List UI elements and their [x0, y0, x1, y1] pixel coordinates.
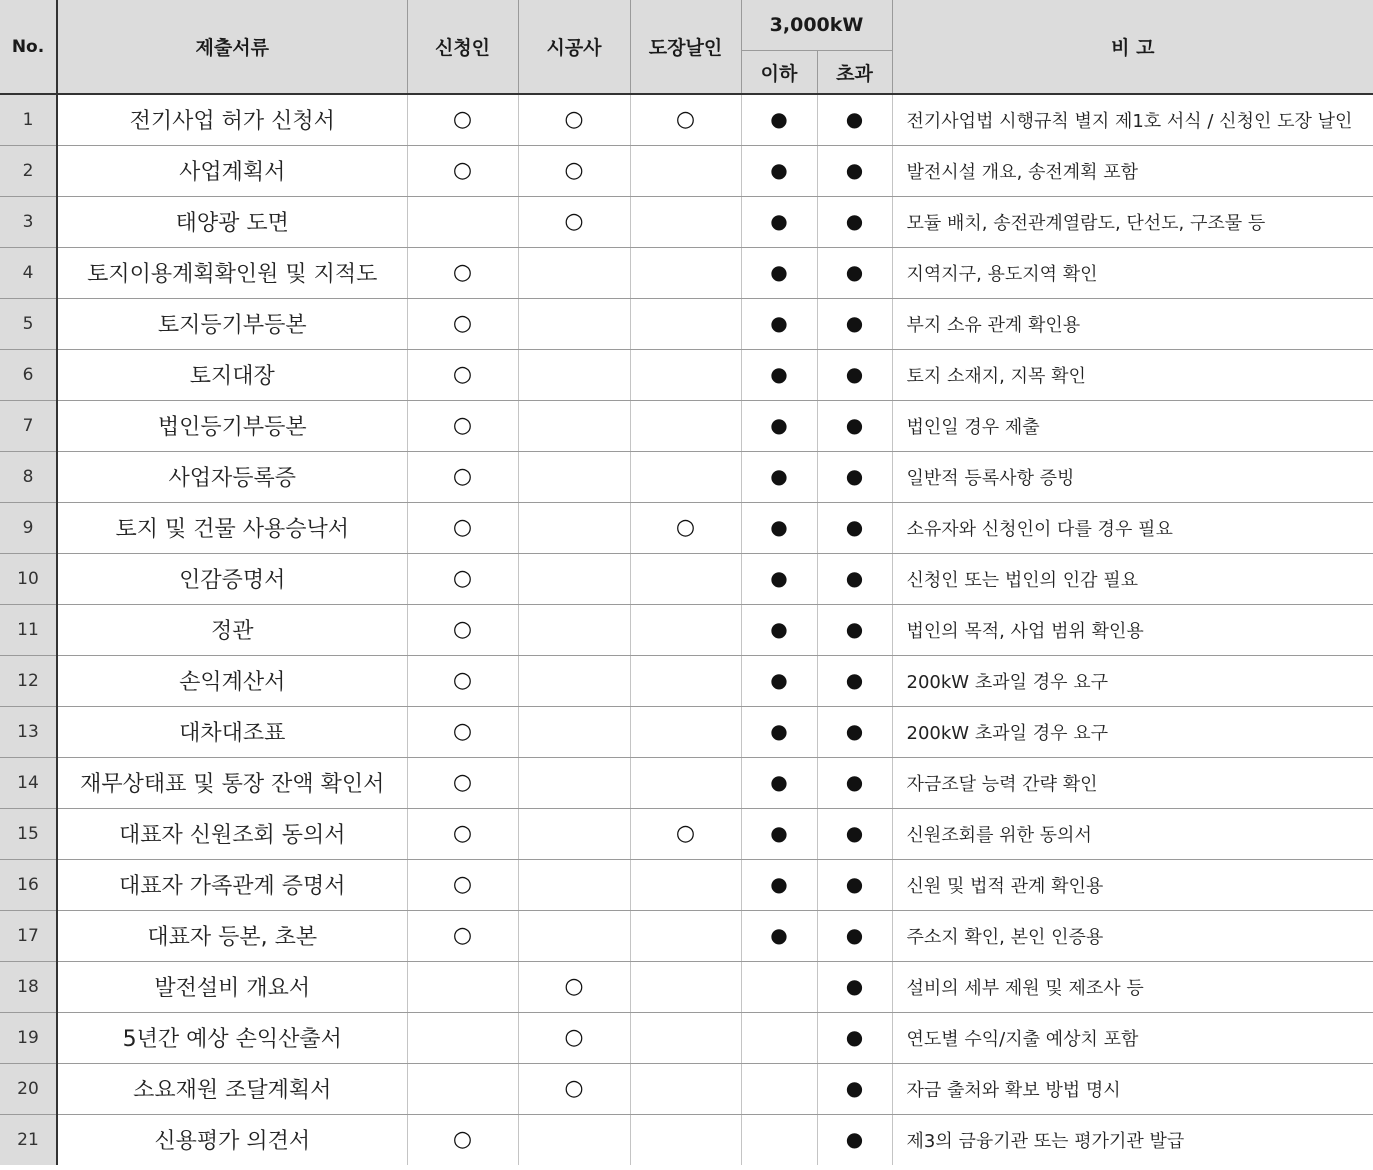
below-3000kw-mark	[741, 757, 817, 808]
below-3000kw-mark	[741, 655, 817, 706]
filled-circle-mark: ●	[770, 260, 788, 284]
document-name: 대표자 신원조회 동의서	[57, 808, 407, 859]
document-name: 법인등기부등본	[57, 400, 407, 451]
above-3000kw-mark	[817, 349, 892, 400]
open-circle-mark: ○	[452, 157, 473, 183]
applicant-mark	[407, 145, 518, 196]
filled-circle-mark: ●	[770, 923, 788, 947]
seal-mark	[630, 553, 741, 604]
note-text: 토지 소재지, 지목 확인	[892, 349, 1373, 400]
document-name: 소요재원 조달계획서	[57, 1063, 407, 1114]
open-circle-mark: ○	[564, 1075, 584, 1101]
header-above: 초과	[817, 51, 892, 95]
note-text: 전기사업법 시행규칙 별지 제1호 서식 / 신청인 도장 날인	[892, 94, 1373, 145]
header-note: 비 고	[892, 0, 1373, 94]
document-name: 대표자 등본, 초본	[57, 910, 407, 961]
seal-mark	[630, 298, 741, 349]
open-circle-mark: ○	[452, 769, 473, 795]
below-3000kw-mark	[741, 808, 817, 859]
row-number: 15	[0, 808, 57, 859]
filled-circle-mark: ●	[845, 923, 864, 947]
applicant-mark	[407, 94, 518, 145]
contractor-mark	[518, 298, 630, 349]
row-number: 1	[0, 94, 57, 145]
table-row	[0, 145, 1373, 196]
table-header	[0, 0, 1373, 94]
applicant-mark	[407, 961, 518, 1012]
seal-mark	[630, 655, 741, 706]
contractor-mark	[518, 1012, 630, 1063]
open-circle-mark: ○	[675, 820, 696, 846]
row-number: 10	[0, 553, 57, 604]
contractor-mark	[518, 145, 630, 196]
above-3000kw-mark	[817, 553, 892, 604]
above-3000kw-mark	[817, 451, 892, 502]
open-circle-mark: ○	[452, 1126, 473, 1152]
above-3000kw-mark	[817, 757, 892, 808]
table-row	[0, 808, 1373, 859]
filled-circle-mark: ●	[770, 107, 788, 132]
filled-circle-mark: ●	[770, 158, 788, 182]
open-circle-mark: ○	[452, 106, 473, 132]
seal-mark	[630, 604, 741, 655]
note-text: 법인일 경우 제출	[892, 400, 1373, 451]
table-row	[0, 1012, 1373, 1063]
note-text: 자금조달 능력 간략 확인	[892, 757, 1373, 808]
applicant-mark	[407, 1012, 518, 1063]
note-text: 200kW 초과일 경우 요구	[892, 706, 1373, 757]
open-circle-mark: ○	[564, 208, 584, 234]
seal-mark	[630, 1012, 741, 1063]
applicant-mark	[407, 1063, 518, 1114]
above-3000kw-mark	[817, 1063, 892, 1114]
contractor-mark	[518, 757, 630, 808]
filled-circle-mark: ●	[845, 362, 864, 386]
row-number: 14	[0, 757, 57, 808]
below-3000kw-mark	[741, 94, 817, 145]
contractor-mark	[518, 349, 630, 400]
applicant-mark	[407, 706, 518, 757]
contractor-mark	[518, 94, 630, 145]
row-number: 2	[0, 145, 57, 196]
header-document: 제출서류	[57, 0, 407, 94]
seal-mark	[630, 859, 741, 910]
document-name: 토지 및 건물 사용승낙서	[57, 502, 407, 553]
filled-circle-mark: ●	[845, 464, 864, 488]
filled-circle-mark: ●	[770, 719, 788, 743]
contractor-mark	[518, 961, 630, 1012]
seal-mark	[630, 1063, 741, 1114]
note-text: 연도별 수익/지출 예상치 포함	[892, 1012, 1373, 1063]
document-name: 사업계획서	[57, 145, 407, 196]
document-name: 손익계산서	[57, 655, 407, 706]
contractor-mark	[518, 655, 630, 706]
below-3000kw-mark	[741, 349, 817, 400]
seal-mark	[630, 1114, 741, 1165]
filled-circle-mark: ●	[845, 719, 864, 743]
below-3000kw-mark	[741, 145, 817, 196]
header-contractor: 시공사	[518, 0, 630, 94]
open-circle-mark: ○	[564, 973, 584, 999]
row-number: 16	[0, 859, 57, 910]
seal-mark	[630, 196, 741, 247]
contractor-mark	[518, 1114, 630, 1165]
note-text: 설비의 세부 제원 및 제조사 등	[892, 961, 1373, 1012]
row-number: 5	[0, 298, 57, 349]
above-3000kw-mark	[817, 94, 892, 145]
open-circle-mark: ○	[452, 361, 473, 387]
row-number: 13	[0, 706, 57, 757]
filled-circle-mark: ●	[770, 872, 788, 896]
note-text: 신원 및 법적 관계 확인용	[892, 859, 1373, 910]
below-3000kw-mark	[741, 502, 817, 553]
below-3000kw-mark	[741, 1012, 817, 1063]
table-row	[0, 1114, 1373, 1165]
open-circle-mark: ○	[675, 514, 696, 540]
table-row	[0, 604, 1373, 655]
seal-mark	[630, 910, 741, 961]
above-3000kw-mark	[817, 502, 892, 553]
seal-mark	[630, 757, 741, 808]
table-row	[0, 706, 1373, 757]
applicant-mark	[407, 655, 518, 706]
below-3000kw-mark	[741, 1114, 817, 1165]
below-3000kw-mark	[741, 451, 817, 502]
above-3000kw-mark	[817, 247, 892, 298]
open-circle-mark: ○	[452, 310, 473, 336]
above-3000kw-mark	[817, 298, 892, 349]
filled-circle-mark: ●	[845, 413, 864, 437]
row-number: 21	[0, 1114, 57, 1165]
below-3000kw-mark	[741, 247, 817, 298]
document-name: 재무상태표 및 통장 잔액 확인서	[57, 757, 407, 808]
seal-mark	[630, 145, 741, 196]
document-name: 토지등기부등본	[57, 298, 407, 349]
filled-circle-mark: ●	[845, 770, 864, 794]
table-row	[0, 349, 1373, 400]
open-circle-mark: ○	[452, 259, 473, 285]
note-text: 자금 출처와 확보 방법 명시	[892, 1063, 1373, 1114]
filled-circle-mark: ●	[845, 515, 864, 539]
open-circle-mark: ○	[452, 412, 473, 438]
above-3000kw-mark	[817, 604, 892, 655]
filled-circle-mark: ●	[770, 311, 788, 335]
filled-circle-mark: ●	[770, 209, 788, 233]
filled-circle-mark: ●	[845, 158, 864, 182]
document-name: 정관	[57, 604, 407, 655]
seal-mark	[630, 502, 741, 553]
row-number: 4	[0, 247, 57, 298]
row-number: 18	[0, 961, 57, 1012]
document-name: 대차대조표	[57, 706, 407, 757]
filled-circle-mark: ●	[770, 362, 788, 386]
table-row	[0, 655, 1373, 706]
table-row	[0, 400, 1373, 451]
applicant-mark	[407, 247, 518, 298]
header-below: 이하	[741, 51, 817, 95]
open-circle-mark: ○	[452, 667, 473, 693]
applicant-mark	[407, 859, 518, 910]
filled-circle-mark: ●	[770, 413, 788, 437]
document-name: 전기사업 허가 신청서	[57, 94, 407, 145]
filled-circle-mark: ●	[770, 464, 788, 488]
table-row	[0, 1063, 1373, 1114]
applicant-mark	[407, 757, 518, 808]
above-3000kw-mark	[817, 961, 892, 1012]
document-name: 토지대장	[57, 349, 407, 400]
filled-circle-mark: ●	[845, 311, 864, 335]
note-text: 발전시설 개요, 송전계획 포함	[892, 145, 1373, 196]
note-text: 부지 소유 관계 확인용	[892, 298, 1373, 349]
below-3000kw-mark	[741, 196, 817, 247]
row-number: 20	[0, 1063, 57, 1114]
row-number: 3	[0, 196, 57, 247]
filled-circle-mark: ●	[845, 107, 864, 132]
row-number: 19	[0, 1012, 57, 1063]
table-row	[0, 757, 1373, 808]
table-body	[0, 94, 1373, 1165]
note-text: 모듈 배치, 송전관계열람도, 단선도, 구조물 등	[892, 196, 1373, 247]
table-row	[0, 451, 1373, 502]
applicant-mark	[407, 349, 518, 400]
table-row	[0, 553, 1373, 604]
table-row	[0, 247, 1373, 298]
seal-mark	[630, 808, 741, 859]
contractor-mark	[518, 553, 630, 604]
above-3000kw-mark	[817, 400, 892, 451]
filled-circle-mark: ●	[770, 668, 788, 692]
row-number: 6	[0, 349, 57, 400]
above-3000kw-mark	[817, 1012, 892, 1063]
document-name: 인감증명서	[57, 553, 407, 604]
note-text: 200kW 초과일 경우 요구	[892, 655, 1373, 706]
below-3000kw-mark	[741, 961, 817, 1012]
open-circle-mark: ○	[452, 463, 473, 489]
below-3000kw-mark	[741, 604, 817, 655]
contractor-mark	[518, 451, 630, 502]
open-circle-mark: ○	[452, 820, 473, 846]
open-circle-mark: ○	[452, 616, 473, 642]
filled-circle-mark: ●	[845, 821, 864, 845]
below-3000kw-mark	[741, 298, 817, 349]
filled-circle-mark: ●	[845, 260, 864, 284]
contractor-mark	[518, 808, 630, 859]
contractor-mark	[518, 910, 630, 961]
filled-circle-mark: ●	[845, 1076, 864, 1100]
header-no: No.	[0, 0, 57, 94]
seal-mark	[630, 451, 741, 502]
note-text: 신원조회를 위한 동의서	[892, 808, 1373, 859]
above-3000kw-mark	[817, 706, 892, 757]
open-circle-mark: ○	[564, 157, 584, 183]
contractor-mark	[518, 502, 630, 553]
above-3000kw-mark	[817, 859, 892, 910]
seal-mark	[630, 961, 741, 1012]
seal-mark	[630, 706, 741, 757]
above-3000kw-mark	[817, 808, 892, 859]
row-number: 11	[0, 604, 57, 655]
open-circle-mark: ○	[452, 514, 473, 540]
document-name: 대표자 가족관계 증명서	[57, 859, 407, 910]
table-row	[0, 502, 1373, 553]
applicant-mark	[407, 553, 518, 604]
seal-mark	[630, 247, 741, 298]
filled-circle-mark: ●	[845, 668, 864, 692]
header-seal: 도장날인	[630, 0, 741, 94]
applicant-mark	[407, 196, 518, 247]
contractor-mark	[518, 196, 630, 247]
filled-circle-mark: ●	[845, 617, 864, 641]
filled-circle-mark: ●	[845, 566, 864, 590]
row-number: 12	[0, 655, 57, 706]
note-text: 제3의 금융기관 또는 평가기관 발급	[892, 1114, 1373, 1165]
above-3000kw-mark	[817, 1114, 892, 1165]
note-text: 소유자와 신청인이 다를 경우 필요	[892, 502, 1373, 553]
table-row	[0, 94, 1373, 145]
document-name: 발전설비 개요서	[57, 961, 407, 1012]
filled-circle-mark: ●	[770, 617, 788, 641]
applicant-mark	[407, 502, 518, 553]
filled-circle-mark: ●	[845, 209, 864, 233]
note-text: 지역지구, 용도지역 확인	[892, 247, 1373, 298]
open-circle-mark: ○	[452, 565, 473, 591]
filled-circle-mark: ●	[770, 821, 788, 845]
note-text: 주소지 확인, 본인 인증용	[892, 910, 1373, 961]
contractor-mark	[518, 706, 630, 757]
open-circle-mark: ○	[564, 1024, 584, 1050]
header-applicant: 신청인	[407, 0, 518, 94]
document-name: 태양광 도면	[57, 196, 407, 247]
applicant-mark	[407, 910, 518, 961]
header-capacity: 3,000kW	[741, 0, 892, 51]
filled-circle-mark: ●	[770, 515, 788, 539]
table-row	[0, 910, 1373, 961]
table-row	[0, 961, 1373, 1012]
open-circle-mark: ○	[564, 106, 584, 132]
seal-mark	[630, 94, 741, 145]
table-row	[0, 859, 1373, 910]
contractor-mark	[518, 247, 630, 298]
below-3000kw-mark	[741, 910, 817, 961]
document-name: 토지이용계획확인원 및 지적도	[57, 247, 407, 298]
document-name: 신용평가 의견서	[57, 1114, 407, 1165]
note-text: 법인의 목적, 사업 범위 확인용	[892, 604, 1373, 655]
row-number: 8	[0, 451, 57, 502]
filled-circle-mark: ●	[845, 1127, 864, 1152]
filled-circle-mark: ●	[770, 566, 788, 590]
open-circle-mark: ○	[452, 718, 473, 744]
filled-circle-mark: ●	[845, 974, 864, 998]
below-3000kw-mark	[741, 1063, 817, 1114]
note-text: 신청인 또는 법인의 인감 필요	[892, 553, 1373, 604]
above-3000kw-mark	[817, 145, 892, 196]
seal-mark	[630, 400, 741, 451]
above-3000kw-mark	[817, 910, 892, 961]
seal-mark	[630, 349, 741, 400]
open-circle-mark: ○	[675, 106, 696, 132]
table-row	[0, 298, 1373, 349]
open-circle-mark: ○	[452, 871, 473, 897]
applicant-mark	[407, 1114, 518, 1165]
contractor-mark	[518, 859, 630, 910]
below-3000kw-mark	[741, 706, 817, 757]
contractor-mark	[518, 604, 630, 655]
applicant-mark	[407, 298, 518, 349]
applicant-mark	[407, 451, 518, 502]
applicant-mark	[407, 400, 518, 451]
above-3000kw-mark	[817, 196, 892, 247]
filled-circle-mark: ●	[845, 872, 864, 896]
document-name: 사업자등록증	[57, 451, 407, 502]
row-number: 7	[0, 400, 57, 451]
filled-circle-mark: ●	[770, 770, 788, 794]
open-circle-mark: ○	[452, 922, 473, 948]
applicant-mark	[407, 808, 518, 859]
row-number: 17	[0, 910, 57, 961]
document-name: 5년간 예상 손익산출서	[57, 1012, 407, 1063]
filled-circle-mark: ●	[845, 1025, 864, 1049]
above-3000kw-mark	[817, 655, 892, 706]
contractor-mark	[518, 400, 630, 451]
below-3000kw-mark	[741, 553, 817, 604]
applicant-mark	[407, 604, 518, 655]
table-row	[0, 196, 1373, 247]
contractor-mark	[518, 1063, 630, 1114]
below-3000kw-mark	[741, 859, 817, 910]
below-3000kw-mark	[741, 400, 817, 451]
row-number: 9	[0, 502, 57, 553]
note-text: 일반적 등록사항 증빙	[892, 451, 1373, 502]
